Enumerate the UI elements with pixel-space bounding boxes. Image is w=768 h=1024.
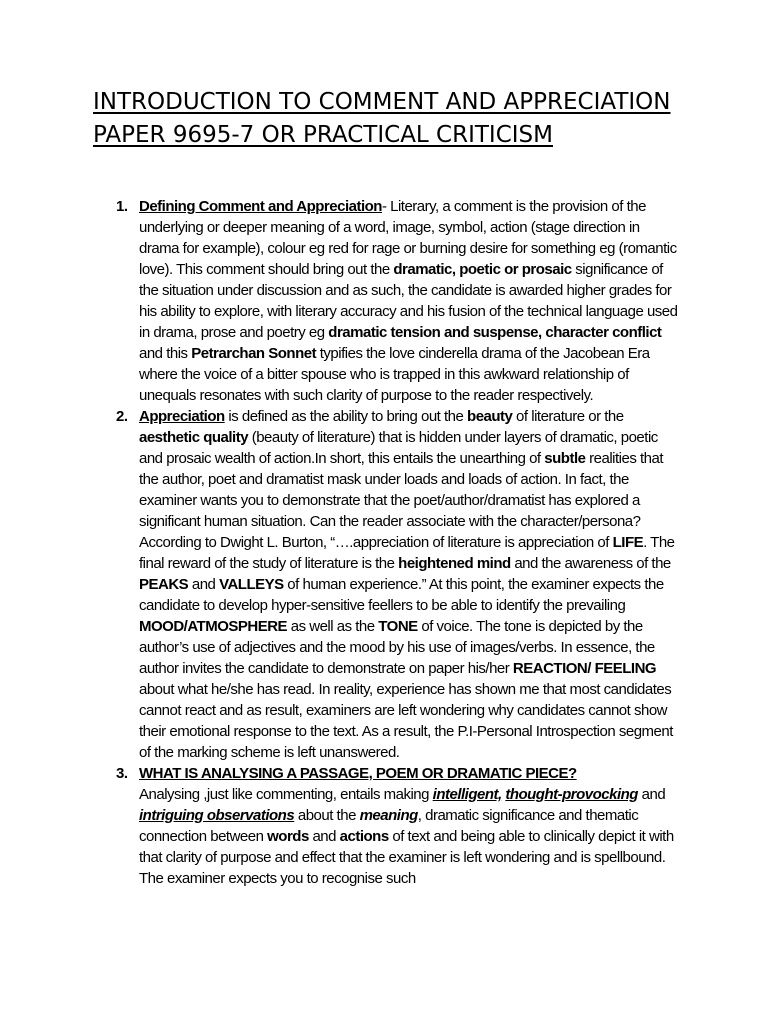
emphasis-text: Appreciation	[139, 408, 225, 425]
body-text: and	[308, 828, 340, 845]
emphasis-text: Petrarchan Sonnet	[191, 345, 317, 362]
body-text: of literature or the	[512, 408, 624, 425]
emphasis-text: thought-provocking	[505, 786, 638, 803]
body-text: , dramatic significance and thematic connection between	[139, 807, 639, 845]
body-text: of text and being able to clinically depict it with that clarity of purpose and effect that the examiner is left wondering and is spellbound. The examiner expects you to recognise such	[139, 828, 674, 887]
body-text: - Literary, a comment is the provision of the underlying or deeper meaning of a word, image, symbol, action (stage direction in drama for example), colour eg red for rage or burning desire for something eg (romantic love). This comment should bring out the	[139, 198, 677, 278]
emphasis-text: WHAT IS ANALYSING A PASSAGE, POEM OR DRAMATIC PIECE?	[139, 765, 577, 782]
list-item-paragraph	[139, 763, 679, 889]
body-text: realities that the author, poet and dramatist mask under loads and loads of action. In fact, the examiner wants you to demonstrate that the poet/author/dramatist has explored a significant human situation. Can the reader associate with the character/persona? According to Dwight L. Burton, “….appreciation of literature is appreciation of	[139, 450, 664, 551]
body-text: and	[188, 576, 220, 593]
list-item-paragraph	[139, 406, 679, 763]
emphasis-text: dramatic tension and suspense, character conflict	[328, 324, 662, 341]
body-text: is defined as the ability to bring out the	[224, 408, 468, 425]
body-text: (beauty of literature) that is hidden under layers of dramatic, poetic and prosaic wealth of action.In short, this entails the unearthing of	[139, 429, 658, 467]
numbered-list	[116, 196, 679, 889]
body-text: . The final reward of the study of literature is the	[139, 534, 675, 572]
emphasis-text: intelligent,	[432, 786, 502, 803]
body-text: of human experience.” At this point, the examiner expects the candidate to develop hyper-sensitive feellers to be able to identify the prevailing	[139, 576, 664, 614]
list-item	[116, 196, 679, 406]
emphasis-text: dramatic, poetic or prosaic	[393, 261, 572, 278]
emphasis-text: aesthetic quality	[139, 429, 249, 446]
emphasis-text: actions	[339, 828, 389, 845]
emphasis-text: meaning	[359, 807, 418, 824]
emphasis-text: intriguing observations	[139, 807, 295, 824]
body-text: about the	[294, 807, 360, 824]
body-text: and the awareness of the	[510, 555, 671, 572]
body-text: significance of the situation under discussion and as such, the candidate is awarded higher grades for his ability to explore, with literary accuracy and his fusion of the technical language used in drama, prose and poetry eg	[139, 261, 678, 341]
body-text: about what he/she has read. In reality, experience has shown me that most candidates cannot react and as result, examiners are left wondering why candidates cannot show their emotional response to the text. As a result, the P.I-Personal Introspection segment of the marking scheme is left unanswered.	[139, 681, 673, 761]
emphasis-text: TONE	[378, 618, 418, 635]
list-item	[116, 406, 679, 763]
list-item-number: 3.	[116, 765, 128, 782]
body-text: and	[637, 786, 666, 803]
list-item	[116, 763, 679, 889]
emphasis-text: PEAKS	[139, 576, 189, 593]
body-text: as well as the	[287, 618, 379, 635]
emphasis-text: VALLEYS	[219, 576, 284, 593]
page-title: INTRODUCTION TO COMMENT AND APPRECIATION PAPER 9695-7 OR PRACTICAL CRITICISM	[93, 89, 671, 148]
list-item-paragraph	[139, 196, 679, 406]
body-text: Analysing ,just like commenting, entails making	[139, 786, 433, 803]
emphasis-text: heightened mind	[398, 555, 511, 572]
body-text: and this	[139, 345, 192, 362]
list-item-number: 2.	[116, 408, 128, 425]
emphasis-text: subtle	[544, 450, 586, 467]
body-text: of voice. The tone is depicted by the author’s use of adjectives and the mood by his use of images/verbs. In essence, the author invites the candidate to demonstrate on paper his/her	[139, 618, 655, 677]
emphasis-text: MOOD/ATMOSPHERE	[139, 618, 288, 635]
emphasis-text: Defining Comment and Appreciation	[139, 198, 382, 215]
emphasis-text: LIFE	[612, 534, 644, 551]
emphasis-text: beauty	[467, 408, 513, 425]
list-item-number: 1.	[116, 198, 128, 215]
emphasis-text: words	[267, 828, 309, 845]
emphasis-text: REACTION/ FEELING	[512, 660, 657, 677]
body-text: typifies the love cinderella drama of the Jacobean Era where the voice of a bitter spouse who is trapped in this awkward relationship of unequals resonates with such clarity of purpose to the reader respectively.	[139, 345, 650, 404]
